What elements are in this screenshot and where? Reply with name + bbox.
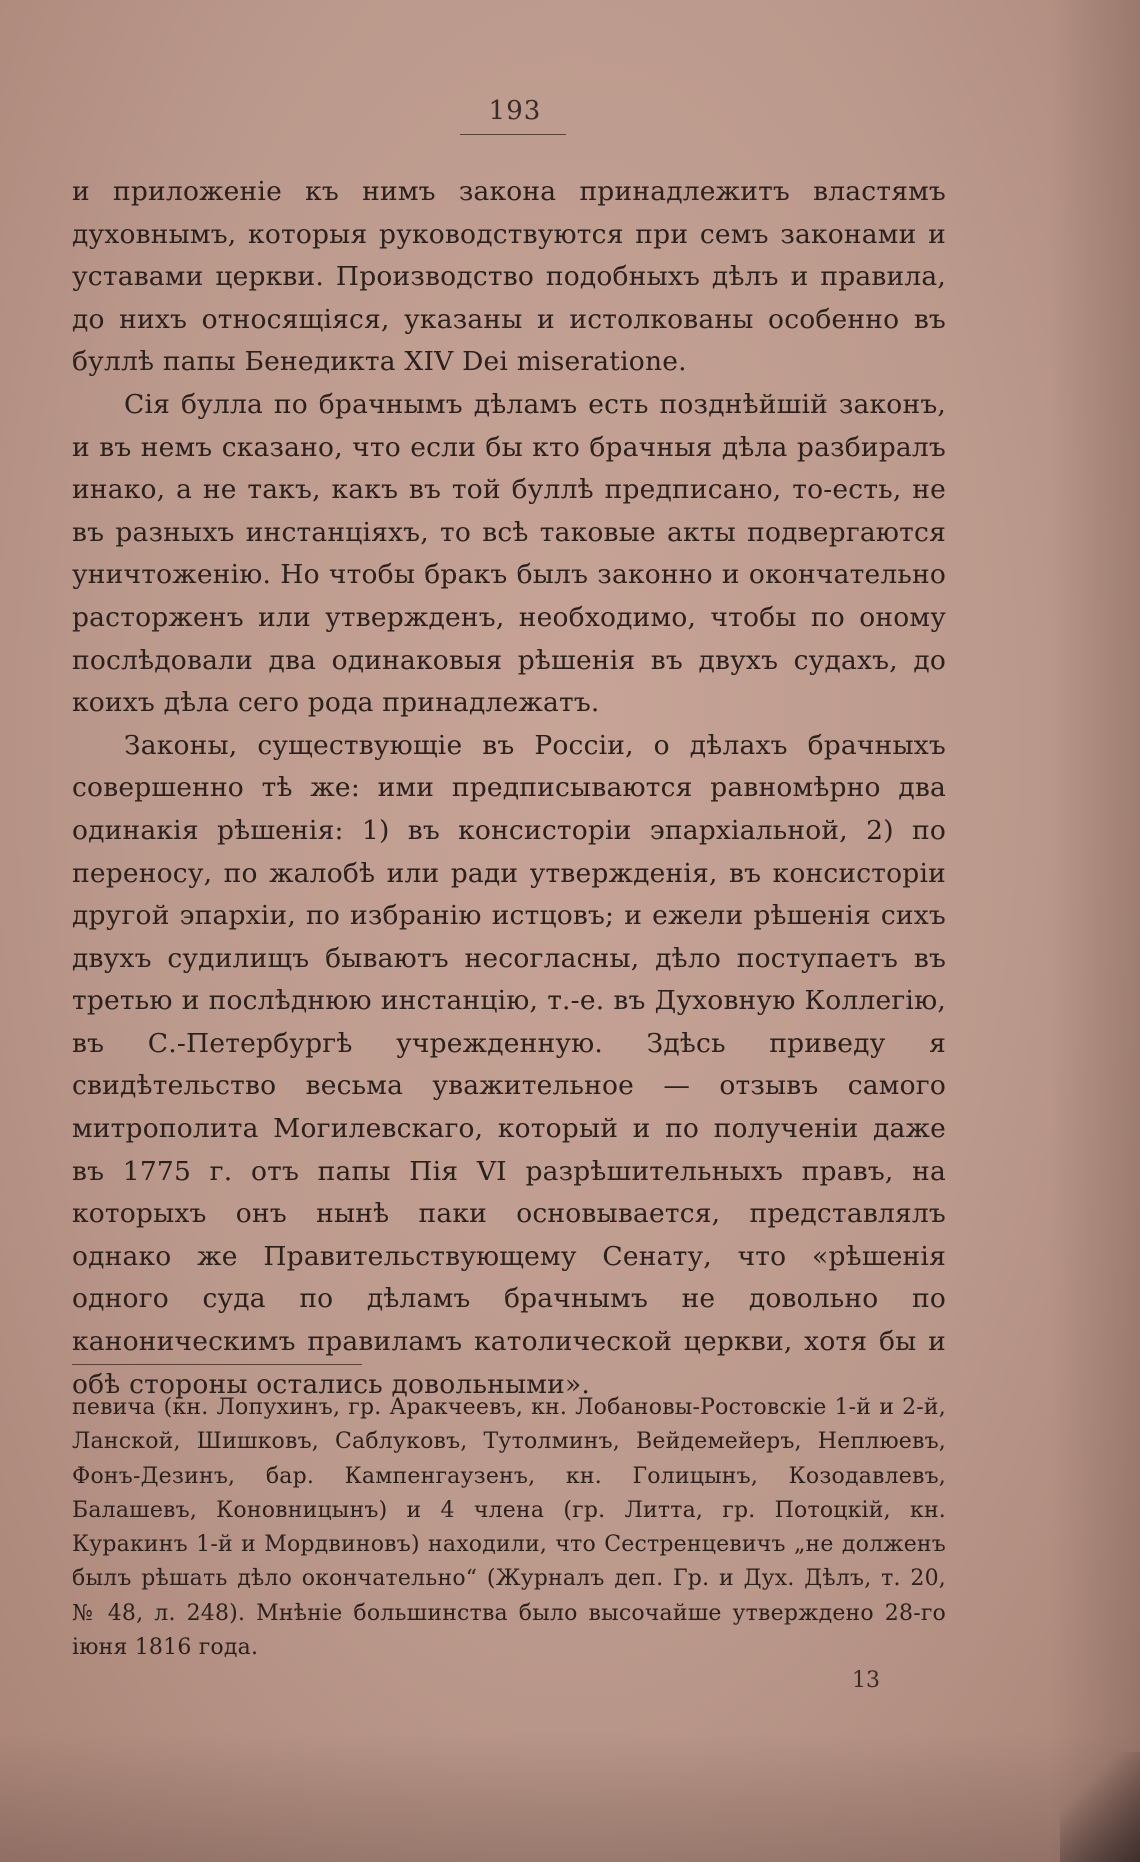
paragraph-1: и приложеніе къ нимъ закона принадлежитъ властямъ духовнымъ, которыя руководствуются при семъ законами и уставами церкви. Производство подобныхъ дѣлъ и правила, до нихъ относящіяся, указаны и истолкованы особенно въ буллѣ папы Бенедикта XIV Dei miseratione.: [72, 176, 946, 378]
page-number: 193: [488, 96, 542, 126]
body-text: [72, 171, 946, 1406]
paragraph-3: Законы, существующіе въ Россіи, о дѣлахъ брачныхъ совершенно тѣ же: ими предписываются равномѣрно два одинакія рѣшенія: 1) въ консисторіи эпархіальной, 2) по переносу, по жалобѣ или ради утвержденія, въ консисторіи другой эпархіи, по избранію истцовъ; и ежели рѣшенія сихъ двухъ судилищъ бываютъ несогласны, дѣло поступаетъ въ третью и послѣднюю инстанцію, т.-е. въ Духовную Коллегію, въ С.-Петербургѣ учрежденную. Здѣсь приведу я свидѣтельство весьма уважительное — отзывъ самого митрополита Могилевскаго, который и по полученіи даже въ 1775 г. отъ папы Пія VI разрѣшительныхъ правъ, на которыхъ онъ нынѣ паки основывается, представлялъ однако же Правительствующему Сенату, что «рѣшенія одного суда по дѣламъ брачнымъ не довольно по каноническимъ правиламъ католической церкви, хотя бы и обѣ стороны остались довольными».: [72, 729, 946, 1400]
page-number-rule: [460, 134, 566, 135]
paragraph-2: Сія булла по брачнымъ дѣламъ есть позднѣйшій законъ, и въ немъ сказано, что если бы кто брачныя дѣла разбиралъ инако, а не такъ, какъ въ той буллѣ предписано, то-есть, не въ разныхъ инстанціяхъ, то всѣ таковые акты подвергаются уничтоженію. Но чтобы бракъ былъ законно и окончательно расторженъ или утвержденъ, необходимо, чтобы по оному послѣдовали два одинаковыя рѣшенія въ двухъ судахъ, до коихъ дѣла сего рода принадлежатъ.: [72, 388, 946, 719]
page-corner: [1060, 1752, 1140, 1862]
page-bottom-shadow: [0, 1732, 1140, 1862]
footnote-rule: [72, 1364, 362, 1365]
printer-signature-mark: 13: [852, 1668, 880, 1693]
page-edge-shadow: [1050, 0, 1140, 1862]
footnote: певича (кн. Лопухинъ, гр. Аракчеевъ, кн. Лобановы-Ростовскіе 1-й и 2-й, Ланской, Шишковъ, Саблуковъ, Тутолминъ, Вейдемейеръ, Неплюевъ, Фонъ-Дезинъ, бар. Кампенгаузенъ, кн. Голицынъ, Козодавлевъ, Балашевъ, Коновницынъ) и 4 члена (гр. Литта, гр. Потоцкій, кн. Куракинъ 1-й и Мордвиновъ) находили, что Сестренцевичъ „не долженъ былъ рѣшать дѣло окончательно“ (Журналъ деп. Гр. и Дух. Дѣлъ, т. 20, № 48, л. 248). Мнѣніе большинства было высочайше утверждено 28-го іюня 1816 года.: [72, 1395, 946, 1661]
